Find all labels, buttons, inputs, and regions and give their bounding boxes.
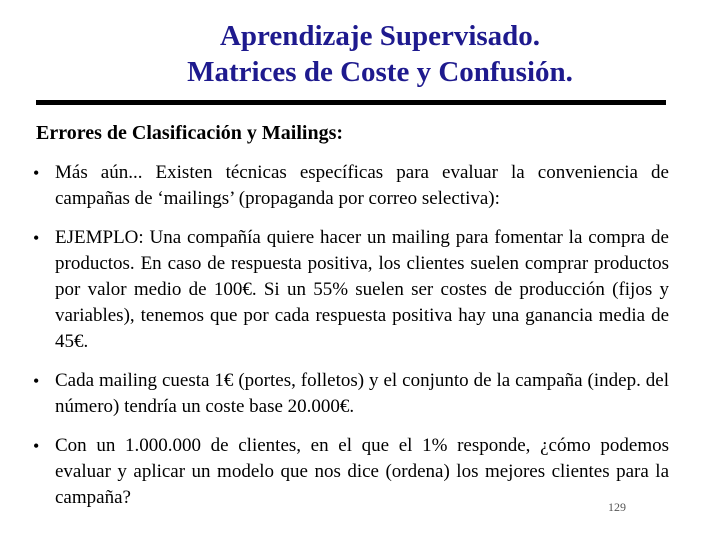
section-heading: Errores de Clasificación y Mailings: bbox=[36, 122, 344, 144]
bullet-marker: • bbox=[33, 228, 40, 248]
bullet-list bbox=[33, 160, 669, 524]
bullet-marker: • bbox=[33, 371, 40, 391]
bullet-text: EJEMPLO: Una compañía quiere hacer un mailing para fomentar la compra de productos. En caso de respuesta positiva, los clientes suelen comprar productos por valor medio de 100€. Si un 55% suelen ser costes de producción (fijos y variables), tenemos que por cada respuesta positiva hay una ganancia media de 45€. bbox=[55, 227, 669, 352]
slide-title bbox=[40, 18, 720, 90]
bullet-marker: • bbox=[33, 163, 40, 183]
bullet-item bbox=[33, 368, 669, 420]
bullet-item bbox=[33, 160, 669, 212]
bullet-marker: • bbox=[33, 436, 40, 456]
page-number: 129 bbox=[608, 500, 626, 514]
bullet-text: Con un 1.000.000 de clientes, en el que el 1% responde, ¿cómo podemos evaluar y aplicar un modelo que nos dice (ordena) los mejores clientes para la campaña? bbox=[55, 435, 669, 508]
title-line-2: Matrices de Coste y Confusión. bbox=[187, 56, 573, 88]
title-line-1: Aprendizaje Supervisado. bbox=[219, 20, 541, 52]
bullet-text: Cada mailing cuesta 1€ (portes, folletos) y el conjunto de la campaña (indep. del número) tendría un coste base 20.000€. bbox=[55, 370, 669, 417]
bullet-text: Más aún... Existen técnicas específicas para evaluar la conveniencia de campañas de ‘mailings’ (propaganda por correo selectiva): bbox=[55, 162, 669, 209]
bullet-item bbox=[33, 225, 669, 355]
bullet-item bbox=[33, 433, 669, 511]
title-divider bbox=[36, 100, 666, 105]
